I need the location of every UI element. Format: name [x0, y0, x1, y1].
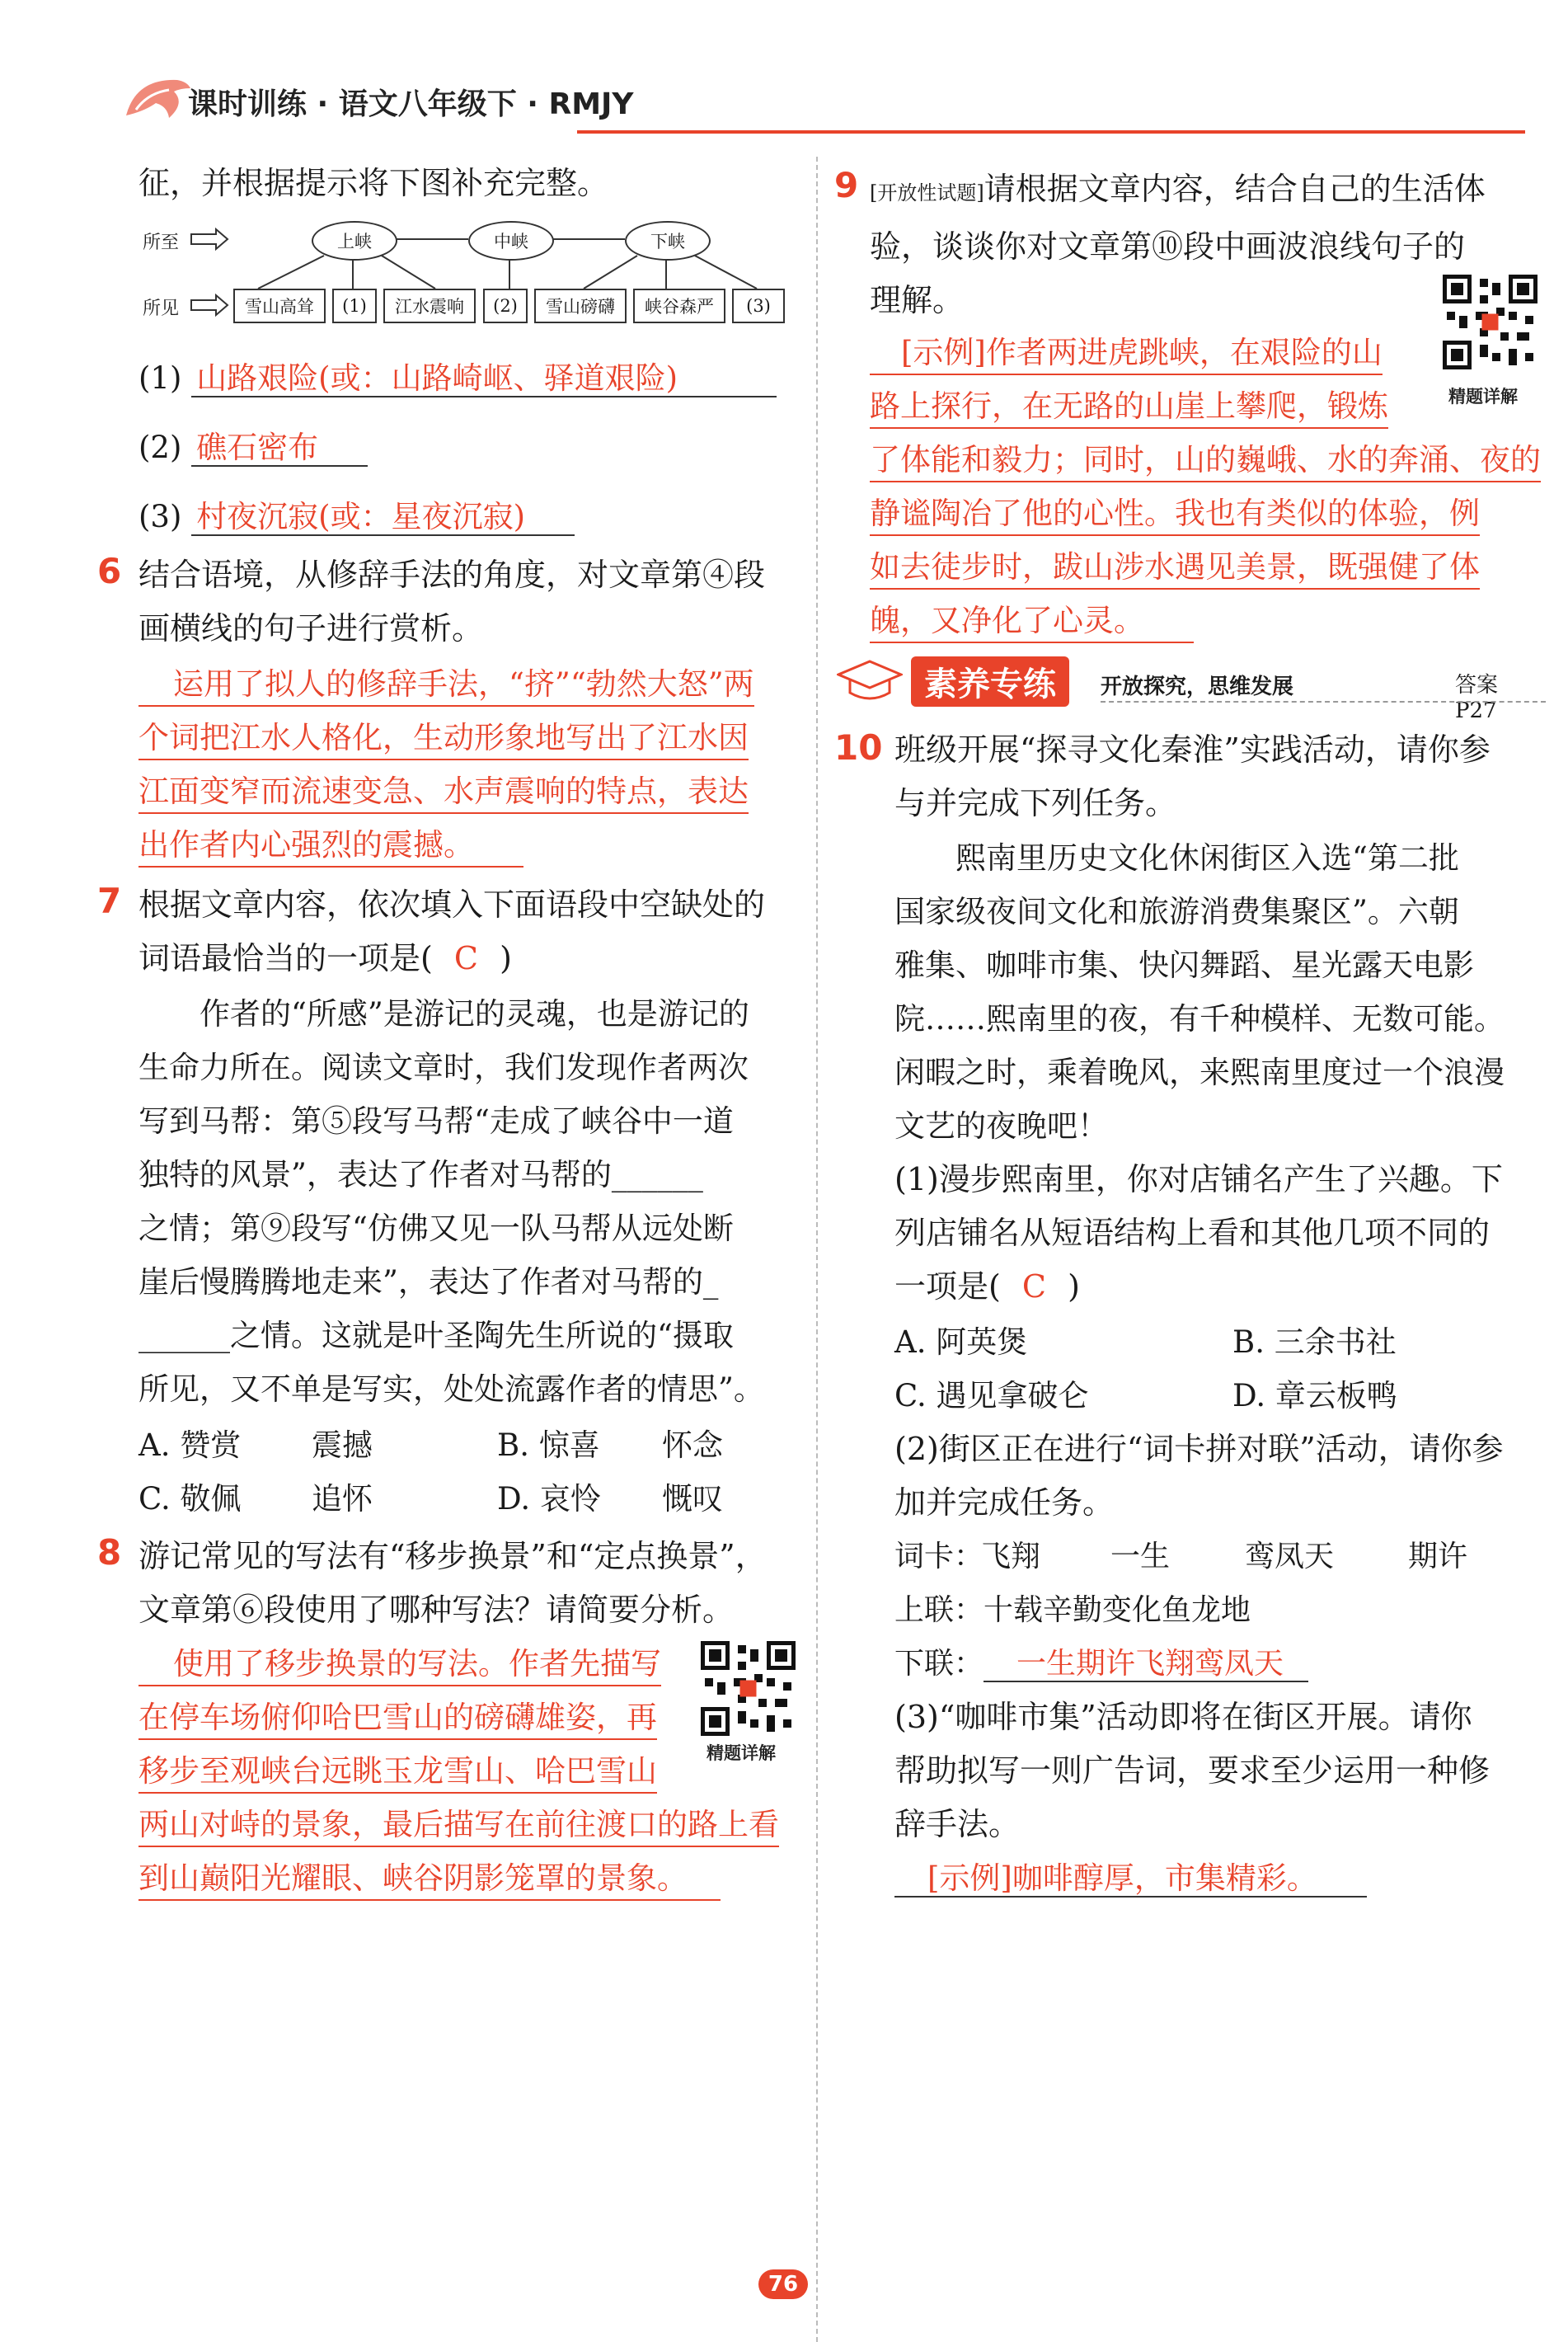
option[interactable]: A. 赞赏 [138, 1427, 242, 1463]
q10-sub3: (3)“咖啡市集”活动即将在街区开展。请你 帮助拟写一则广告词，要求至少运用一种修 辞手法。 [894, 1699, 1491, 1842]
header [0, 66, 1568, 140]
qr-label: 精题详解 [707, 1743, 776, 1763]
scene-box: 江水震响 [383, 289, 476, 323]
section-subtitle: 开放探究，思维发展 [1101, 675, 1294, 699]
answer-reference: 答案 P27 [1455, 673, 1499, 723]
option[interactable]: B. 三余书社 [1232, 1324, 1397, 1360]
option[interactable]: D. 哀怜 [497, 1481, 601, 1517]
q6-answer: 运用了拟人的修辞手法，“挤”“勃然大怒”两 个词把江水人格化，生动形象地写出了江水因 江面变窄而流速变急、水声震响的特点，表达 出作者内心强烈的震撼。 [138, 657, 806, 872]
section-title: 素养专练 [911, 656, 1069, 707]
q10-sub3-answer: [示例]咖啡醇厚，市集精彩。 [894, 1851, 1367, 1905]
fill-answer: 礁石密布 [191, 430, 368, 467]
fill-row: (1) 山路艰险(或：山路崎岖、驿道艰险) [138, 353, 777, 397]
option[interactable]: B. 惊喜 [497, 1427, 600, 1463]
q9-text: [开放性试题]请根据文章内容，结合自己的生活体 验，谈谈你对文章第⑩段中画波浪线句子的 理解。 [870, 171, 1486, 318]
diagram [138, 216, 798, 332]
q10-sub1: (1)漫步熙南里，你对店铺名产生了兴趣。下 列店铺名从短语结构上看和其他几项不同的 一项是( C ) [894, 1161, 1503, 1305]
fill-row: (2) 礁石密布 [138, 422, 368, 467]
header-title: 课时训练 · 语文八年级下 · RMJY [188, 87, 634, 121]
q7-passage: 作者的“所感”是游记的灵魂，也是游记的 生命力所在。阅读文章时，我们发现作者两次 写到马帮：第⑤段写马帮“走成了峡谷中一道 独特的风景”，表达了作者对马帮的______ 之情；第⑨段写“仿佛又见一队马帮从远处断 崖后慢腾腾地走来”，表达了作者对马帮的_ ______之情。这就是叶圣陶先生所说的“摄取 所见，又不单是写实，处处流露作者的情思”。 [138, 996, 764, 1407]
question-number: 10 [834, 727, 883, 768]
q7-answer: C [453, 940, 478, 976]
scene-box: 峡谷森严 [633, 289, 725, 323]
fill-answer: 山路艰险(或：山路崎岖、驿道艰险) [191, 360, 777, 397]
lower-couplet: 下联： 一生期许飞翔鸾凤天 [894, 1637, 1308, 1691]
q10-text: 班级开展“探寻文化秦淮”实践活动，请你参 与并完成下列任务。 [894, 731, 1491, 821]
place-upper: 上峡 [312, 221, 397, 261]
question-number: 7 [97, 881, 122, 921]
row-label-arrive: 所至 [143, 233, 180, 253]
upper-couplet: 上联：十载辛勤变化鱼龙地 [894, 1593, 1251, 1627]
row-label-see: 所见 [143, 299, 180, 319]
q9-answer: [示例]作者两进虎跳峡，在艰险的山 路上探行，在无路的山崖上攀爬，锻炼 了体能和毅力；同时，山的巍峨、水的奔涌、夜的 静谧陶冶了他的心性。我也有类似的体验，例 如去徒步时，跋山涉水遇见美景，既强健了体 魄，又净化了心灵。 [870, 326, 1546, 647]
page-number: 76 [758, 2269, 808, 2299]
section-banner [837, 653, 1546, 723]
option[interactable]: A. 阿英煲 [894, 1324, 1028, 1360]
column-divider [816, 157, 818, 2342]
question-number: 9 [834, 165, 859, 205]
word-card: 飞翔 [981, 1540, 1041, 1573]
option-second: 慨叹 [662, 1481, 723, 1517]
qr-code-icon[interactable] [701, 1641, 796, 1736]
option-second: 追怀 [312, 1481, 373, 1517]
scene-box: (2) [483, 289, 528, 323]
scene-box: 雪山磅礴 [534, 289, 627, 323]
word-card: 一生 [1110, 1540, 1171, 1573]
option[interactable]: C. 遇见拿破仑 [894, 1378, 1089, 1413]
dolphin-logo-icon [120, 70, 194, 132]
q10-sub1-answer: C [1021, 1268, 1046, 1305]
intro-line: 征，并根据提示将下图补充完整。 [138, 165, 609, 201]
section-rule [1101, 701, 1546, 703]
lower-couplet-answer: 一生期许飞翔鸾凤天 [984, 1647, 1308, 1682]
scene-box: 雪山高耸 [233, 289, 326, 323]
graduation-cap-icon [837, 658, 903, 704]
q8-text: 游记常见的写法有“移步换景”和“定点换景”， 文章第⑥段使用了哪种写法？请简要分析。 [138, 1538, 767, 1628]
option-second: 震撼 [312, 1427, 373, 1463]
word-cards: 词卡： 飞翔 一生 鸾凤天 期许 [894, 1530, 1546, 1583]
fill-answer: 村夜沉寂(或：星夜沉寂) [191, 499, 575, 536]
scene-box: (1) [332, 289, 377, 323]
place-lower: 下峡 [625, 221, 711, 261]
q10-sub2: (2)街区正在进行“词卡拼对联”活动，请你参 加并完成任务。 [894, 1431, 1504, 1521]
question-number: 8 [97, 1532, 122, 1573]
q8-answer: 使用了移步换景的写法。作者先描写 在停车场俯仰哈巴雪山的磅礴雄姿，再 移步至观峡台远眺玉龙雪山、哈巴雪山 两山对峙的景象，最后描写在前往渡口的路上看 到山巅阳光耀眼、峡谷阴影笼罩的景象。 [138, 1637, 806, 1905]
header-rule [577, 130, 1525, 134]
fill-row: (3) 村夜沉寂(或：星夜沉寂) [138, 491, 575, 536]
option[interactable]: C. 敬佩 [138, 1481, 242, 1517]
word-card: 鸾凤天 [1245, 1540, 1335, 1573]
place-middle: 中峡 [468, 221, 554, 261]
option[interactable]: D. 章云板鸭 [1232, 1378, 1397, 1413]
q10-passage: 熙南里历史文化休闲街区入选“第二批 国家级夜间文化和旅游消费集聚区”。六朝 雅集、咖啡市集、快闪舞蹈、星光露天电影 院……熙南里的夜，有千种模样、无数可能。 闲暇之时，乘着晚风，来熙南里度过一个浪漫 文艺的夜晚吧！ [894, 840, 1505, 1144]
option-second: 怀念 [662, 1427, 723, 1463]
qr-label: 精题详解 [1448, 387, 1518, 407]
word-card: 期许 [1408, 1540, 1468, 1573]
q6-text: 结合语境，从修辞手法的角度，对文章第④段 画横线的句子进行赏析。 [138, 557, 766, 647]
q7-text: 根据文章内容，依次填入下面语段中空缺处的 词语最恰当的一项是( C ) [138, 886, 766, 976]
scene-box: (3) [732, 289, 785, 323]
question-number: 6 [97, 551, 122, 591]
